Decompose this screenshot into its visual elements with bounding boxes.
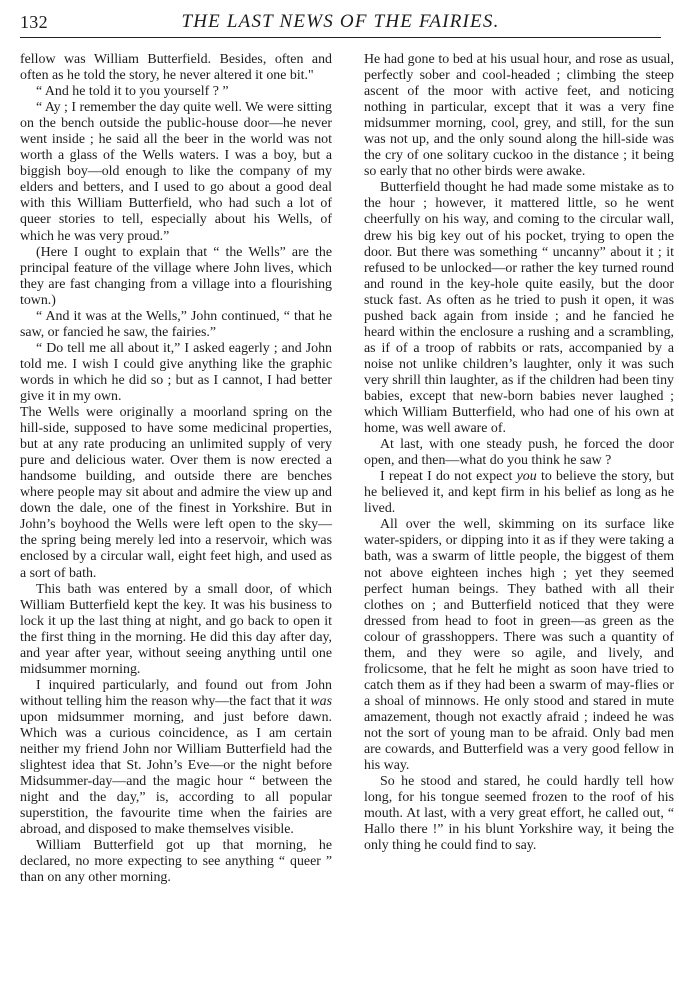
paragraph: fellow was William Butterfield. Besides, often and often as he told the story, he never altered it one bit." [20,52,332,84]
page-header [20,6,661,38]
emphasis-text: you [516,469,537,485]
left-column [20,52,332,886]
paragraph: The Wells were originally a moorland spring on the hill-side, supposed to have some medicinal properties, but at any rate producing an unlimited supply of very pure and delicious water. Over them is now erected a handsome building, and outside there are benches where people may sit about and admire the view up and down the dale, one of the finest in Yorkshire. But in John’s boyhood the Wells were left open to the sky—the spring being merely led into a reservoir, which was enclosed by a circular wall, eight feet high, and used as a sort of bath. [20,405,332,581]
paragraph: He had gone to bed at his usual hour, and rose as usual, perfectly sober and cool-headed ; climbing the steep ascent of the moor with active feet, and noticing nothing in particular, except that it was a very fine midsummer morning, cool, grey, and still, for the sun was not up, and the only sound along the hill-side was the cry of one solitary cuckoo in the distance ; it being so early that no other birds were awake. [364,52,674,180]
text-run: I repeat I do not expect [380,469,517,485]
text-run: to believe the story, but he believed it, and kept firm in his belief as long as he lived. [364,469,674,517]
text-run: I inquired particularly, and found out from John without telling him the reason why—the fact that it [20,677,332,709]
paragraph: “ And it was at the Wells,” John continued, “ that he saw, or fancied he saw, the fairies.” [20,308,332,340]
paragraph: This bath was entered by a small door, of which William Butterfield kept the key. It was his business to lock it up the last thing at night, and go back to open it the first thing in the morning. He did this day after day, and year after year, without seeing anything until one midsummer morning. [20,581,332,677]
page-number: 132 [20,12,48,32]
paragraph: “ Do tell me all about it,” I asked eagerly ; and John told me. I wish I could give anything like the graphic words in which he did so ; but as I cannot, I had better give it in my own. [20,340,332,404]
right-column [364,52,674,854]
paragraph: (Here I ought to explain that “ the Wells” are the principal feature of the village where John lives, which they are fast changing from a village into a flourishing town.) [20,244,332,308]
paragraph: “ Ay ; I remember the day quite well. We were sitting on the bench outside the public-house door—he never went inside ; he said all the beer in the world was not worth a glass of the Wells waters. I was a boy, but a biggish boy—old enough to like the company of my elders and betters, and I used to go about a good deal with this William Butterfield, who had such a lot of queer stories to tell, especially about his Wells, of which he was very proud.” [20,100,332,244]
emphasis-text: was [310,693,332,709]
paragraph: “ And he told it to you yourself ? ” [36,84,229,100]
paragraph: Butterfield thought he had made some mistake as to the hour ; however, it mattered little, so he went cheerfully on his way, and coming to the circular wall, drew his big key out of his pocket, trying to open the door. But there was something “ uncanny” about it ; it refused to be unlocked—or rather the key turned round and round in the key-hole quite easily, but the door stuck fast. As often as he tried to push it open, it was pushed back again from inside ; and he fancied he heard within the enclosure a rushing and a scrambling, as if of a troop of rabbits or rats, accompanied by a noise not unlike children’s laughter, only it was such very shrill thin laughter, as if the children had been tiny babies, except that new-born babies never laughed ; which William Butterfield, who had one of his own at home, was well aware of. [364,180,674,437]
paragraph: William Butterfield got up that morning, he declared, no more expecting to see anything “ queer ” than on any other morning. [20,838,332,886]
text-run: upon midsummer morning, and just before dawn. Which was a curious coincidence, as I am certain neither my friend John nor William Butterfield had the slightest idea that St. John’s Eve—or the night before Midsummer-day—and the magic hour “ between the night and the day,” is, according to all popular superstition, the favourite time when the fairies are abroad, and disposed to make themselves visible. [20,709,332,838]
running-title: THE LAST NEWS OF THE FAIRIES. [181,11,500,32]
header-rule [20,37,661,38]
paragraph [20,678,332,838]
paragraph [364,469,674,517]
paragraph: All over the well, skimming on its surface like water-spiders, or dipping into it as if they were taking a bath, was a swarm of little people, the biggest of them not above eighteen inches high ; yet they seemed perfect human beings. They bathed with all their clothes on ; and Butterfield noticed that they were dressed from head to foot in green—as green as the colour of grasshoppers. There was such a quantity of them, and they were so agile, and lively, and frolicsome, that he felt he might as soon have tried to catch them as if they had been a swarm of may-flies or a shoal of minnows. He only stood and stared in mute amazement, though not exactly afraid ; indeed he was not the sort of young man to be afraid. Only bad men are cowards, and Butterfield was a very good fellow in his way. [364,517,674,774]
paragraph: So he stood and stared, he could hardly tell how long, for his tongue seemed frozen to the roof of his mouth. At last, with a very great effort, he called out, “ Hallo there !” in his blunt Yorkshire way, it being the only thing he could find to say. [364,774,674,854]
paragraph: At last, with one steady push, he forced the door open, and then—what do you think he saw ? [364,437,674,469]
